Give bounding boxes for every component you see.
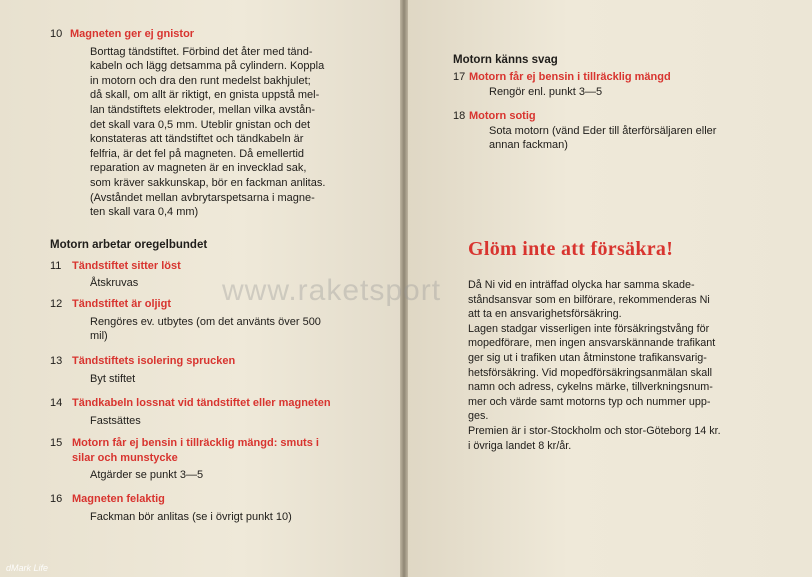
item-number: 13: [50, 355, 63, 367]
item-title: Tändkabeln lossnat vid tändstiftet eller magneten: [72, 397, 331, 409]
item-number: 15: [50, 437, 63, 449]
watermark-text: www.raketsport: [222, 274, 442, 307]
item-number: 14: [50, 397, 63, 409]
item-title: Magneten felaktig: [72, 493, 165, 505]
section-heading-irregular: Motorn arbetar oregelbundet: [50, 239, 208, 251]
item-14: [50, 396, 380, 428]
item-title: Motorn sotig: [469, 110, 536, 122]
item-body: Åtskruvas: [90, 276, 139, 289]
item-13: [50, 354, 370, 386]
item-title: Tändstiftets isolering sprucken: [72, 355, 236, 367]
item-body: Fackman bör anlitas (se i övrigt punkt 10): [90, 510, 292, 523]
item-title: Motorn får ej bensin i tillräcklig mängd: [469, 71, 671, 83]
insurance-body: Då Ni vid en inträffad olycka har samma skade- ståndsansvar som en bilförare, rekommenderas Ni att ta en ansvarighetsförsäkring. Lagen stadgar visserligen inte försäkringstvång för mopedförare, men ingen ansvarskännande trafikant ger sig ut i trafiken utan åtminstone trafikansvarig- hetsförsäkring. Vid mopedförsäkringsanmälan skall namn och adress, cykelns märke, tillverkningsnum- mer och värde samt motorns typ och nummer upp- ges. Premien är i stor-Stockholm och stor-Göteborg 14 kr. i övriga landet 8 kr/år.: [468, 279, 721, 452]
item-number: 10: [50, 28, 63, 40]
item-number: 12: [50, 298, 63, 310]
item-body: Rengör enl. punkt 3—5: [489, 85, 603, 98]
item-17: [453, 70, 773, 99]
item-10: [50, 27, 360, 220]
item-title: Tändstiftet sitter löst: [72, 260, 181, 272]
item-title: Motorn får ej bensin i tillräcklig mängd: smuts i silar och munstycke: [72, 437, 319, 464]
item-number: 11: [50, 260, 62, 272]
item-body: Byt stiftet: [90, 372, 136, 385]
item-number: 16: [50, 493, 63, 505]
item-18: [453, 109, 783, 153]
item-body: Fastsättes: [90, 414, 141, 427]
item-body: Borttag tändstiftet. Förbind det åter med tänd- kabeln och lägg detsamma på cylindern. Koppla in motorn och dra den runt medelst bakhjulet; då skall, om allt är riktigt, en gnista uppstå mel- lan tändstiftets elektroder, mellan vilka avstån- det skall vara 0,5 mm. Uteblir gnistan och det konstateras att tändstiftet och tändkabeln är felfria, är det fel på magneten. Då emellertid reparation av magneten är en invecklad sak, som kräver sakkunskap, bör en fackman anlitas. (Avståndet mellan avbrytarspetsarna i magne- ten skall vara 0,4 mm): [90, 45, 326, 219]
item-body: Sota motorn (vänd Eder till återförsäljaren eller annan fackman): [489, 124, 717, 152]
item-body: Atgärder se punkt 3—5: [90, 469, 204, 482]
section-heading-weak: Motorn känns svag: [453, 54, 558, 66]
item-16: [50, 492, 380, 524]
item-title: Tändstiftet är oljigt: [72, 298, 171, 310]
item-number: 17: [453, 71, 466, 83]
item-title: Magneten ger ej gnistor: [70, 28, 195, 40]
item-number: 18: [453, 110, 466, 122]
item-body: Rengöres ev. utbytes (om det använts över 500 mil): [90, 315, 321, 343]
insurance-title: Glöm inte att försäkra!: [468, 238, 674, 260]
credit-text: dMark Life: [6, 563, 49, 573]
item-15: [50, 436, 380, 483]
